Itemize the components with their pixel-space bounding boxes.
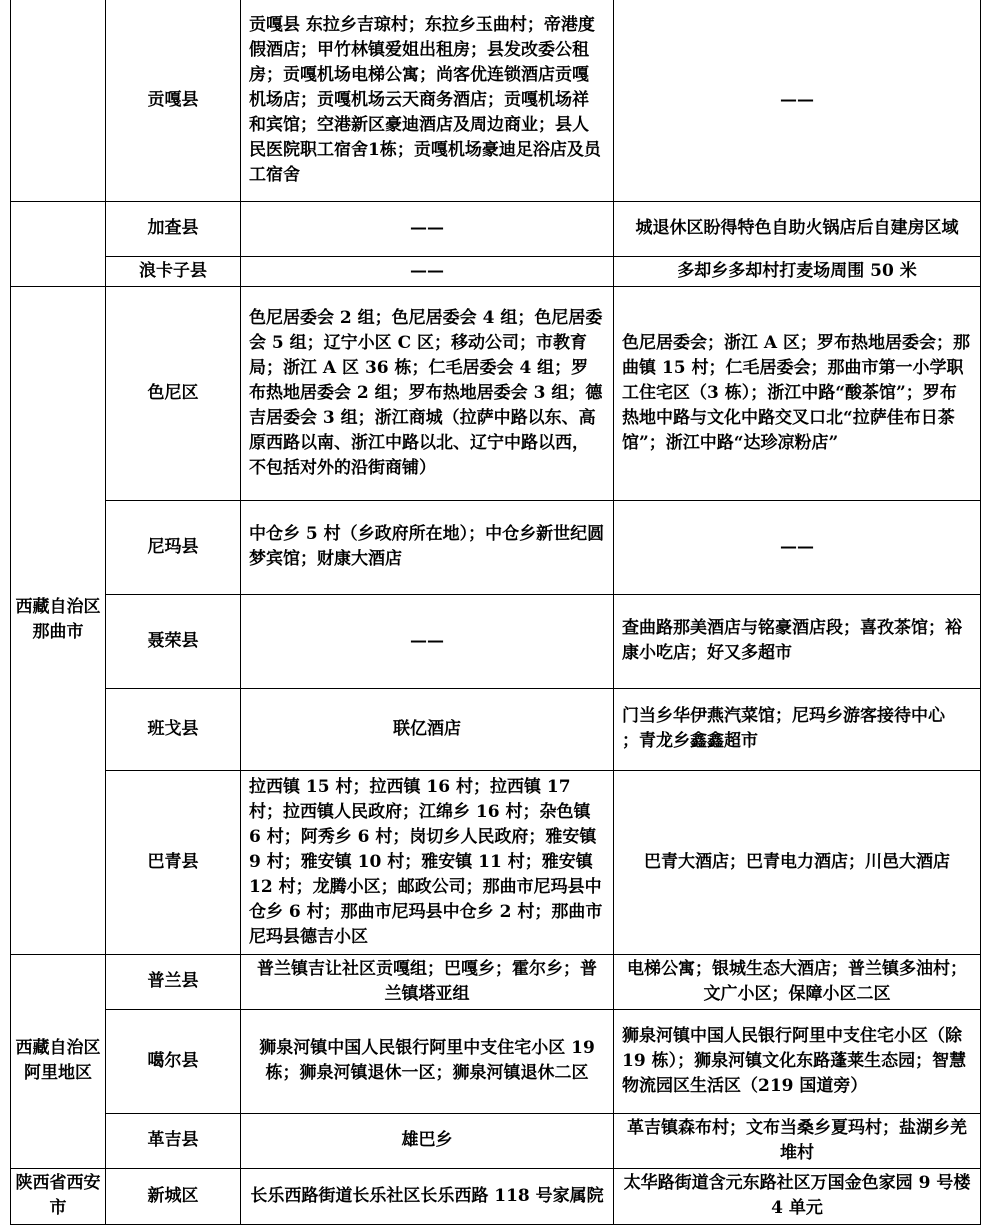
table-row [11,594,981,688]
medium-risk-areas-cell: 色尼居委会；浙江 A 区；罗布热地居委会；那曲镇 15 村；仁毛居委会；那曲市第一小学职工住宅区（3 栋）；浙江中路“酸茶馆”；罗布热地中路与文化中路交叉口北“拉萨佳布日茶馆”；浙江中路“达珍凉粉店” [614,286,981,500]
high-risk-areas-cell: 普兰镇吉让社区贡嘎组；巴嘎乡；霍尔乡；普兰镇塔亚组 [241,954,614,1009]
medium-risk-areas-cell: 查曲路那美酒店与铭豪酒店段；喜孜茶馆；裕康小吃店；好又多超市 [614,594,981,688]
county-cell: 加查县 [106,201,241,256]
medium-risk-areas-cell: 革吉镇森布村；文布当桑乡夏玛村；盐湖乡羌堆村 [614,1113,981,1168]
table-row [11,286,981,500]
high-risk-areas-cell: 联亿酒店 [241,688,614,770]
city-cell: 陕西省西安市 [11,1168,106,1224]
high-risk-areas-cell: —— [241,201,614,256]
medium-risk-areas-cell: —— [614,0,981,201]
medium-risk-areas-cell: 狮泉河镇中国人民银行阿里中支住宅小区（除 19 栋）；狮泉河镇文化东路蓬莱生态园；智慧物流园区生活区（219 国道旁） [614,1009,981,1113]
medium-risk-areas-cell: 城退休区盼得特色自助火锅店后自建房区域 [614,201,981,256]
high-risk-areas-cell: 中仓乡 5 村（乡政府所在地）；中仓乡新世纪圆梦宾馆；财康大酒店 [241,500,614,594]
city-cell [11,0,106,201]
county-cell: 色尼区 [106,286,241,500]
county-cell: 新城区 [106,1168,241,1224]
city-cell: 西藏自治区那曲市 [11,286,106,954]
table-row [11,256,981,286]
table-row [11,770,981,954]
city-cell: 西藏自治区阿里地区 [11,954,106,1168]
high-risk-areas-cell: 色尼居委会 2 组；色尼居委会 4 组；色尼居委会 5 组；辽宁小区 C 区；移动公司；市教育局；浙江 A 区 36 栋；仁毛居委会 4 组；罗布热地居委会 2 组；罗布热地居委会 3 组；德吉居委会 3 组；浙江商城（拉萨中路以东、高原西路以南、浙江中路以北、辽宁中路以西，不包括对外的沿街商铺） [241,286,614,500]
county-cell: 革吉县 [106,1113,241,1168]
medium-risk-areas-cell: 多却乡多却村打麦场周围 50 米 [614,256,981,286]
county-cell: 贡嘎县 [106,0,241,201]
county-cell: 聂荣县 [106,594,241,688]
table-row [11,954,981,1009]
high-risk-areas-cell: 雄巴乡 [241,1113,614,1168]
medium-risk-areas-cell: —— [614,500,981,594]
medium-risk-areas-cell: 门当乡华伊燕汽菜馆；尼玛乡游客接待中心 ；青龙乡鑫鑫超市 [614,688,981,770]
high-risk-areas-cell: 贡嘎县 东拉乡吉琼村；东拉乡玉曲村；帝港度假酒店；甲竹林镇爱姐出租房；县发改委公租房；贡嘎机场电梯公寓；尚客优连锁酒店贡嘎机场店；贡嘎机场云天商务酒店；贡嘎机场祥和宾馆；空港新区豪迪酒店及周边商业；县人民医院职工宿舍1栋；贡嘎机场豪迪足浴店及员工宿舍 [241,0,614,201]
risk-area-table [10,0,981,1225]
county-cell: 噶尔县 [106,1009,241,1113]
county-cell: 普兰县 [106,954,241,1009]
medium-risk-areas-cell: 电梯公寓；银城生态大酒店；普兰镇多油村；文广小区；保障小区二区 [614,954,981,1009]
high-risk-areas-cell: 拉西镇 15 村；拉西镇 16 村；拉西镇 17 村；拉西镇人民政府；江绵乡 16 村；杂色镇 6 村；阿秀乡 6 村；岗切乡人民政府；雅安镇 9 村；雅安镇 10 村；雅安镇 11 村；雅安镇 12 村；龙腾小区；邮政公司；那曲市尼玛县中仓乡 6 村；那曲市尼玛县中仓乡 2 村；那曲市尼玛县德吉小区 [241,770,614,954]
high-risk-areas-cell: —— [241,594,614,688]
county-cell: 浪卡子县 [106,256,241,286]
county-cell: 巴青县 [106,770,241,954]
county-cell: 班戈县 [106,688,241,770]
medium-risk-areas-cell: 太华路街道含元东路社区万国金色家园 9 号楼 4 单元 [614,1168,981,1224]
table-row [11,0,981,201]
table-row [11,1168,981,1224]
city-cell [11,201,106,286]
table-row [11,688,981,770]
county-cell: 尼玛县 [106,500,241,594]
table-row [11,1113,981,1168]
medium-risk-areas-cell: 巴青大酒店；巴青电力酒店；川邑大酒店 [614,770,981,954]
high-risk-areas-cell: 狮泉河镇中国人民银行阿里中支住宅小区 19 栋；狮泉河镇退休一区；狮泉河镇退休二区 [241,1009,614,1113]
table-row [11,1009,981,1113]
high-risk-areas-cell: 长乐西路街道长乐社区长乐西路 118 号家属院 [241,1168,614,1224]
high-risk-areas-cell: —— [241,256,614,286]
table-row [11,500,981,594]
table-row [11,201,981,256]
